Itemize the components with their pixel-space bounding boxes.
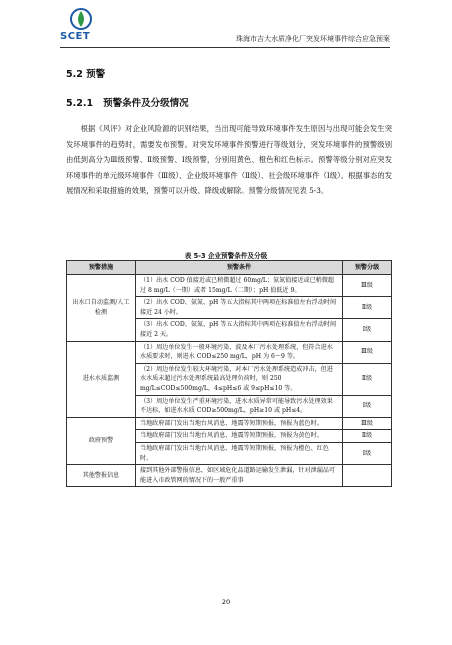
- level-cell: Ⅱ级: [343, 430, 392, 443]
- logo-text: SCET: [60, 31, 91, 42]
- category-cell: 政府预警: [67, 417, 136, 464]
- document-title: 珠海市吉大水质净化厂突发环境事件综合应急预案: [236, 35, 390, 43]
- condition-cell: （2）周边单位发生较大环境污染，对本厂污水处理系统造成冲击，但进水水质未超过污水处理系统最高处理负荷时，则 250 mg/L≤COD≤500mg/L，4≤pH≤6 或 9≤pH≤10 等。: [136, 363, 343, 395]
- level-cell: Ⅱ级: [343, 297, 392, 319]
- table-row: [67, 465, 392, 487]
- condition-cell: 当地政府部门发出当地台风消息、地震等短期预报，预报为橙色、红色时。: [136, 442, 343, 464]
- header-cell-condition: 预警条件: [136, 261, 343, 275]
- body-paragraph: 根据《风评》对企业风险源的识别结果，当出现可能导致环境事件发生原因与出现可能会发生突发环境事件的趋势时，需要发布预警。对突发环境事件预警进行等级划分，突发环境事件的预警级别由低到高分为Ⅲ级预警、Ⅱ级预警、Ⅰ级预警，分别用黄色、橙色和红色标示。预警等级分别对应突发环境事件的单元级环境事件（Ⅲ级）、企业级环境事件（Ⅱ级）、社会级环境事件（Ⅰ级）。根据事态的发展情况和采取措施的效果，预警可以升级、降级或解除。预警分级情况见表 5-3。: [66, 124, 392, 196]
- level-cell: [343, 465, 392, 487]
- condition-cell: （2）出水 COD、氨氮、pH 等五大指标其中两项在标准值左右浮动时间接近 24 小时。: [136, 297, 343, 319]
- subsection-heading: [66, 95, 189, 109]
- level-cell: Ⅲ级: [343, 341, 392, 363]
- category-cell: 其他警报信息: [67, 465, 136, 487]
- subsection-title: 预警条件及分级情况: [103, 98, 189, 109]
- page-header: [60, 8, 390, 46]
- table-row: [67, 341, 392, 363]
- warning-table: [66, 260, 392, 487]
- header-divider: [60, 47, 390, 48]
- condition-cell: （3）出水 COD、氨氮、pH 等五大指标其中两项在标准值左右浮动时间接近 2 天。: [136, 319, 343, 341]
- condition-cell: （3）周边单位发生严重环境污染，进水水质异常可能导致污水处理效果不达标，如进水水质 COD≥500mg/L，pH≥10 或 pH≤4。: [136, 395, 343, 417]
- level-cell: Ⅰ级: [343, 319, 392, 341]
- level-cell: Ⅲ级: [343, 275, 392, 297]
- condition-cell: 当地政府部门发出当地台风消息、地震等短期预报，预报为黄色时。: [136, 430, 343, 443]
- header-cell-level: 预警分级: [343, 261, 392, 275]
- header-cell-measure: 预警措施: [67, 261, 136, 275]
- level-cell: Ⅰ级: [343, 442, 392, 464]
- table-header-row: [67, 261, 392, 275]
- table-row: [67, 275, 392, 297]
- page-number: 20: [221, 598, 231, 606]
- level-cell: Ⅲ级: [343, 417, 392, 430]
- condition-cell: （1）出水 COD 值接近或已稍微超过 60mg/L；氨氮值接近或已稍微超过 8 mg/L（一期）或者 15mg/L（二期）；pH 值低近 9。: [136, 275, 343, 297]
- table-row: [67, 417, 392, 430]
- table-caption: 表 5-3 企业预警条件及分级: [184, 252, 268, 260]
- category-cell: 进水水质监测: [67, 341, 136, 417]
- company-logo: [60, 8, 104, 44]
- section-heading: 5.2 预警: [66, 69, 106, 80]
- condition-cell: 当地政府部门发出当地台风消息、地震等短期预报，预报为蓝色时。: [136, 417, 343, 430]
- logo-mark-icon: [70, 8, 92, 30]
- condition-cell: （1）周边单位发生一般环境污染，波及本厂污水处理系统，但符合进水水质要求时，则进水 COD≤250 mg/L，pH 为 6～9 等。: [136, 341, 343, 363]
- category-cell: 出水口自动监测/人工检测: [67, 275, 136, 342]
- subsection-number: 5.2.1: [66, 98, 94, 109]
- level-cell: Ⅱ级: [343, 363, 392, 395]
- condition-cell: 接到其他外部警报信息，如区域危化品道路运输发生泄漏，针对泄漏品可能进入市政管网的情况下的一般严重事: [136, 465, 343, 487]
- level-cell: Ⅰ级: [343, 395, 392, 417]
